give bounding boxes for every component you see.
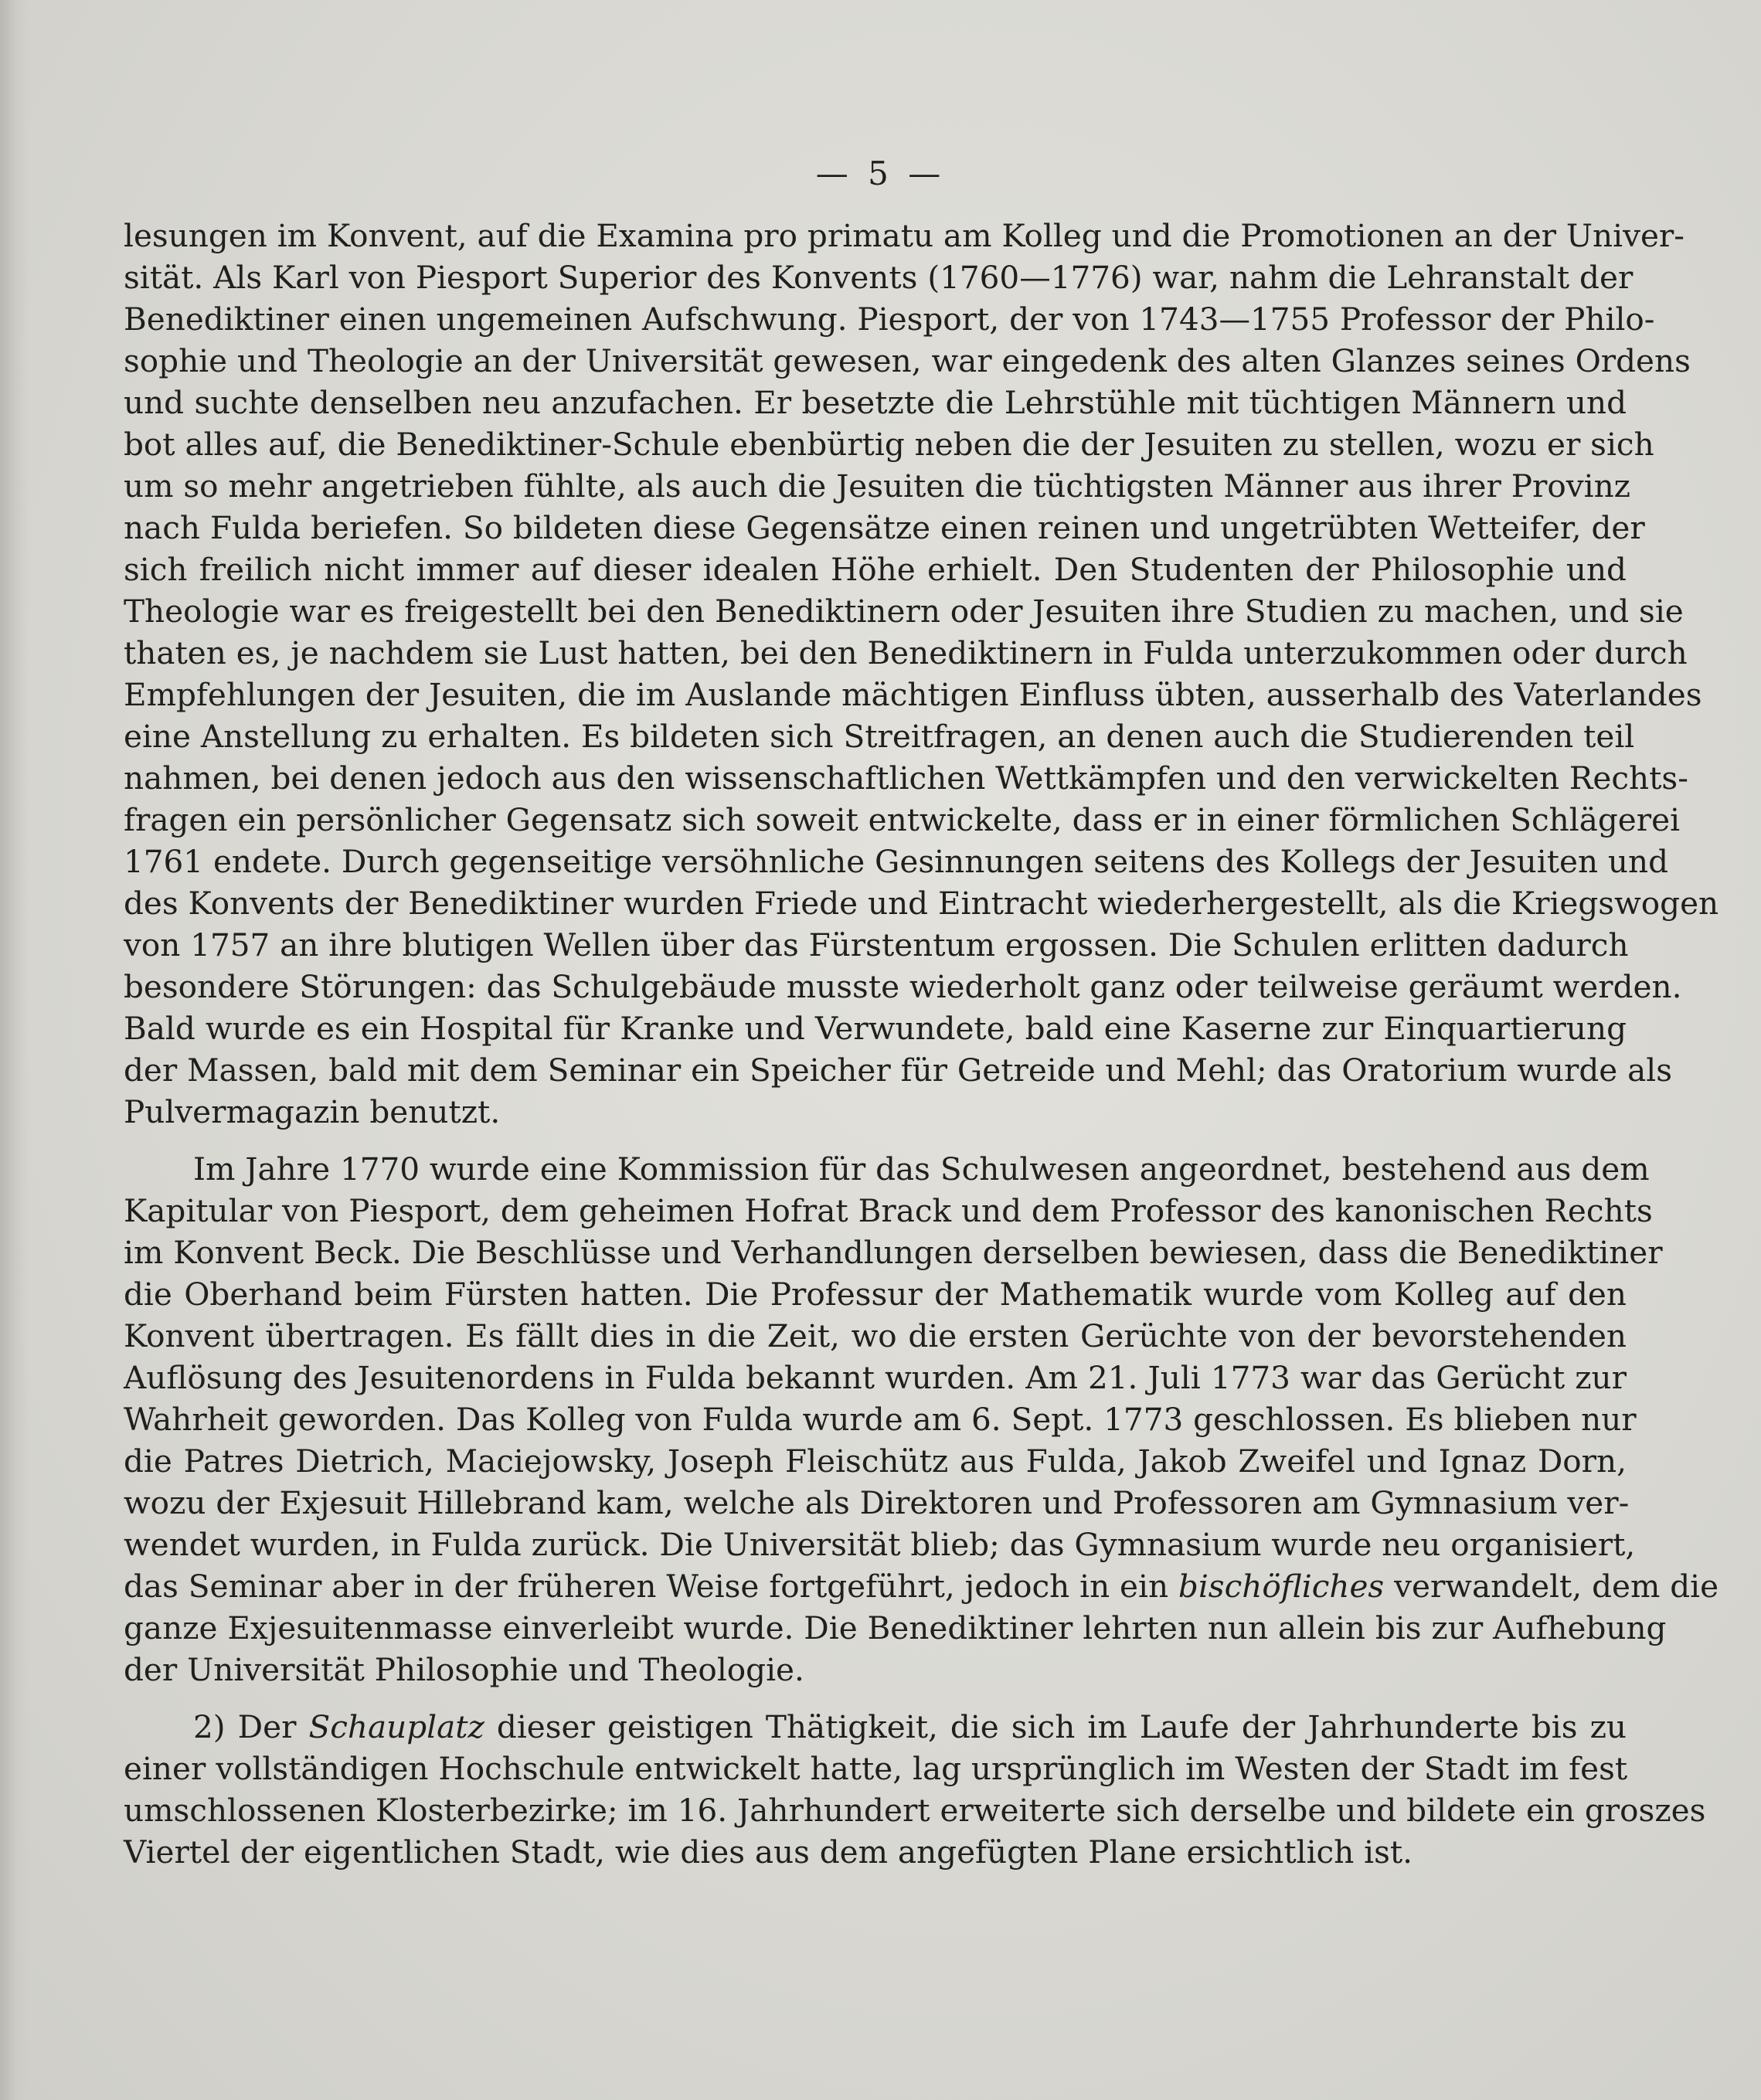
- text-run: verwandelt, dem die: [1384, 1568, 1719, 1605]
- text-line: sität. Als Karl von Piesport Superior des Konvents (1760—1776) war, nahm die Lehranstalt der: [124, 259, 1634, 296]
- text-line: die Oberhand beim Fürsten hatten. Die Professur der Mathematik wurde vom Kolleg auf den: [124, 1276, 1627, 1313]
- body-text: [124, 215, 1719, 1873]
- text-line: im Konvent Beck. Die Beschlüsse und Verhandlungen derselben bewiesen, dass die Benediktiner: [124, 1234, 1663, 1271]
- text-line: Pulvermagazin benutzt.: [124, 1093, 501, 1130]
- text-line: einer vollständigen Hochschule entwickelt hatte, lag ursprünglich im Westen der Stadt im fest: [124, 1750, 1628, 1787]
- text-line: bot alles auf, die Benediktiner-Schule ebenbürtig neben die der Jesuiten zu stellen, wozu er sich: [124, 426, 1654, 463]
- text-line: sich freilich nicht immer auf dieser idealen Höhe erhielt. Den Studenten der Philosophie und: [124, 551, 1627, 588]
- text-line: wozu der Exjesuit Hillebrand kam, welche als Direktoren und Professoren am Gymnasium ver-: [124, 1484, 1630, 1521]
- text-line: Wahrheit geworden. Das Kolleg von Fulda wurde am 6. Sept. 1773 geschlossen. Es blieben nur: [124, 1401, 1637, 1438]
- text-line: Auflösung des Jesuitenordens in Fulda bekannt wurden. Am 21. Juli 1773 war das Gerücht zur: [124, 1359, 1627, 1396]
- text-line: [124, 1706, 1627, 1748]
- text-line: die Patres Dietrich, Maciejowsky, Joseph Fleischütz aus Fulda, Jakob Zweifel und Ignaz Dorn,: [124, 1442, 1627, 1480]
- text-run: 2) Der: [193, 1708, 309, 1745]
- text-line: Empfehlungen der Jesuiten, die im Auslande mächtigen Einfluss übten, ausserhalb des Vaterlandes: [124, 676, 1702, 713]
- text-line: Benediktiner einen ungemeinen Aufschwung. Piesport, der von 1743—1755 Professor der Philo-: [124, 301, 1655, 338]
- text-line: sophie und Theologie an der Universität gewesen, war eingedenk des alten Glanzes seines Ordens: [124, 342, 1691, 379]
- text-line: Theologie war es freigestellt bei den Benediktinern oder Jesuiten ihre Studien zu machen, und sie: [124, 593, 1684, 630]
- text-line: besondere Störungen: das Schulgebäude musste wiederholt ganz oder teilweise geräumt werden.: [124, 968, 1682, 1005]
- text-line: der Universität Philosophie und Theologie.: [124, 1651, 804, 1688]
- paragraph-3: [124, 1706, 1706, 1873]
- text-line: Bald wurde es ein Hospital für Kranke und Verwundete, bald eine Kaserne zur Einquartierung: [124, 1010, 1627, 1047]
- italic-term: bischöfliches: [1178, 1568, 1385, 1605]
- text-line: [124, 1565, 1719, 1607]
- paragraph-2: [124, 1148, 1719, 1691]
- text-line: lesungen im Konvent, auf die Examina pro primatu am Kolleg und die Promotionen an der Univer-: [124, 217, 1685, 254]
- text-line: und suchte denselben neu anzufachen. Er besetzte die Lehrstühle mit tüchtigen Männern und: [124, 384, 1627, 421]
- text-line: der Massen, bald mit dem Seminar ein Speicher für Getreide und Mehl; das Oratorium wurde als: [124, 1052, 1673, 1089]
- text-line: wendet wurden, in Fulda zurück. Die Universität blieb; das Gymnasium wurde neu organisiert,: [124, 1526, 1636, 1563]
- text-run: dieser geistigen Thätigkeit, die sich im Laufe der Jahrhunderte bis zu: [484, 1708, 1627, 1745]
- text-line: von 1757 an ihre blutigen Wellen über das Fürstentum ergossen. Die Schulen erlitten dadurch: [124, 926, 1629, 963]
- text-line: nach Fulda beriefen. So bildeten diese Gegensätze einen reinen und ungetrübten Wetteifer, der: [124, 509, 1645, 546]
- binding-edge: [0, 0, 29, 2100]
- text-line: thaten es, je nachdem sie Lust hatten, bei den Benediktinern in Fulda unterzukommen oder durch: [124, 634, 1688, 671]
- text-line: Viertel der eigentlichen Stadt, wie dies aus dem angefügten Plane ersichtlich ist.: [124, 1833, 1413, 1871]
- text-line: ganze Exjesuitenmasse einverleibt wurde. Die Benediktiner lehrten nun allein bis zur Aufhebung: [124, 1609, 1667, 1646]
- text-run: das Seminar aber in der früheren Weise fortgeführt, jedoch in ein: [124, 1568, 1178, 1605]
- text-line: des Konvents der Benediktiner wurden Friede und Eintracht wiederhergestellt, als die Kriegswogen: [124, 885, 1719, 922]
- text-line: eine Anstellung zu erhalten. Es bildeten sich Streitfragen, an denen auch die Studierenden teil: [124, 718, 1635, 755]
- text-line: Im Jahre 1770 wurde eine Kommission für das Schulwesen angeordnet, bestehend aus dem: [193, 1150, 1650, 1188]
- italic-term: Schauplatz: [308, 1708, 484, 1745]
- text-line: fragen ein persönlicher Gegensatz sich soweit entwickelte, dass er in einer förmlichen Schlägerei: [124, 801, 1681, 838]
- paragraph-1: [124, 215, 1719, 1133]
- text-line: umschlossenen Klosterbezirke; im 16. Jahrhundert erweiterte sich derselbe und bildete ein groszes: [124, 1792, 1706, 1829]
- text-line: Konvent übertragen. Es fällt dies in die Zeit, wo die ersten Gerüchte von der bevorstehenden: [124, 1317, 1627, 1354]
- text-line: nahmen, bei denen jedoch aus den wissenschaftlichen Wettkämpfen und den verwickelten Rechts-: [124, 759, 1688, 797]
- text-line: um so mehr angetrieben fühlte, als auch die Jesuiten die tüchtigsten Männer aus ihrer Provinz: [124, 467, 1630, 505]
- page-number: — 5 —: [815, 155, 946, 192]
- text-line: Kapitular von Piesport, dem geheimen Hofrat Brack und dem Professor des kanonischen Rechts: [124, 1192, 1653, 1229]
- text-line: 1761 endete. Durch gegenseitige versöhnliche Gesinnungen seitens des Kollegs der Jesuiten und: [124, 843, 1668, 880]
